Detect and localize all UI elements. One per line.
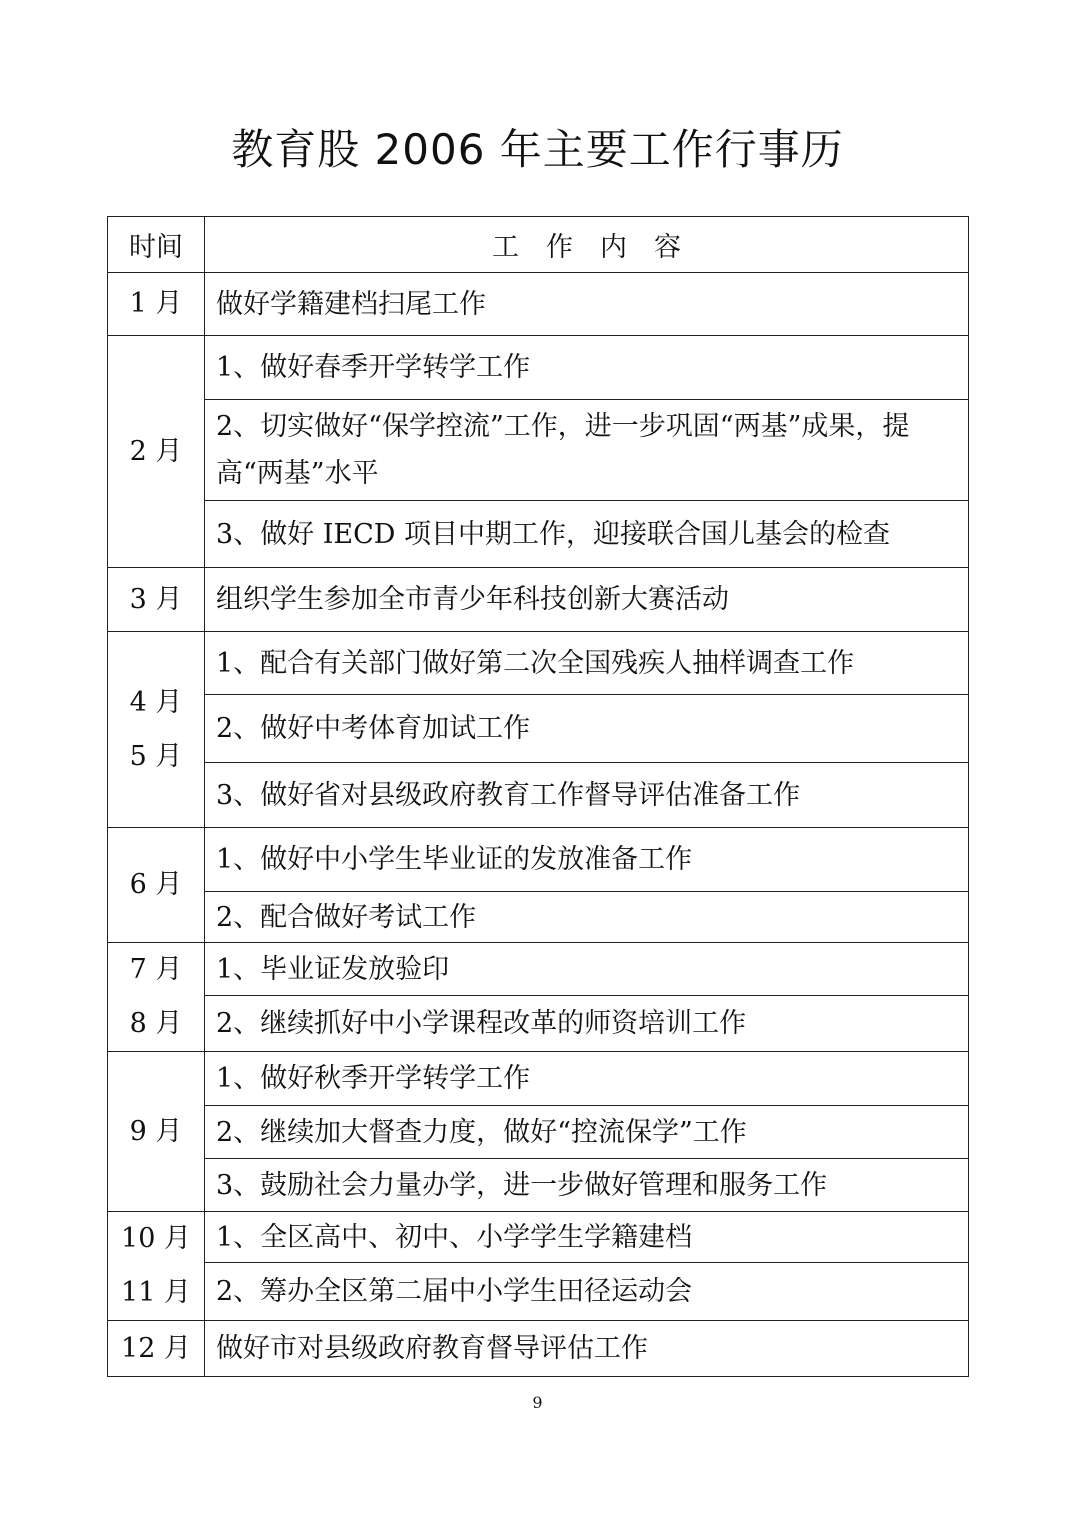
month-cell (108, 568, 205, 632)
task-cell: 1、做好秋季开学转学工作 (205, 1052, 969, 1106)
task-cell: 2、继续加大督查力度，做好“控流保学”工作 (205, 1106, 969, 1159)
task-cell: 1、全区高中、初中、小学学生学籍建档 (205, 1212, 969, 1263)
table-row (108, 568, 969, 632)
task-cell: 做好学籍建档扫尾工作 (205, 273, 969, 336)
task-cell: 2、做好中考体育加试工作 (205, 695, 969, 763)
page-number: 9 (532, 1393, 543, 1412)
task-cell: 组织学生参加全市青少年科技创新大赛活动 (205, 568, 969, 632)
table-row (108, 632, 969, 695)
document-title: 教育股 2006 年主要工作行事历 (231, 125, 844, 174)
table-row (108, 1159, 969, 1212)
month-label: 3 月 (129, 583, 183, 615)
task-cell: 1、配合有关部门做好第二次全国残疾人抽样调查工作 (205, 632, 969, 695)
month-label: 12 月 (121, 1332, 191, 1364)
month-label: 10 月 (121, 1223, 191, 1254)
table-row (108, 695, 969, 763)
table-row (108, 996, 969, 1052)
month-cell (108, 632, 205, 828)
task-cell: 1、做好中小学生毕业证的发放准备工作 (205, 828, 969, 892)
month-label: 9 月 (129, 1115, 183, 1147)
table-row (108, 501, 969, 568)
table-row (108, 1052, 969, 1106)
task-cell: 3、做好 IECD 项目中期工作，迎接联合国儿基会的检查 (205, 501, 969, 568)
month-label: 1 月 (129, 288, 183, 319)
month-cell (108, 1212, 205, 1321)
month-label: 5 月 (129, 740, 183, 772)
table-row (108, 1321, 969, 1377)
month-label: 7 月 (129, 954, 183, 985)
month-cell (108, 273, 205, 336)
table-row (108, 943, 969, 996)
month-label: 2 月 (129, 435, 183, 467)
header-time: 时间 (108, 217, 205, 273)
task-cell: 1、毕业证发放验印 (205, 943, 969, 996)
task-cell: 做好市对县级政府教育督导评估工作 (205, 1321, 969, 1377)
table-row (108, 400, 969, 501)
month-cell (108, 1321, 205, 1377)
task-cell: 1、做好春季开学转学工作 (205, 336, 969, 400)
month-label: 11 月 (121, 1277, 191, 1308)
task-cell: 2、筹办全区第二届中小学生田径运动会 (205, 1263, 969, 1321)
task-cell: 2、继续抓好中小学课程改革的师资培训工作 (205, 996, 969, 1052)
table-row (108, 1263, 969, 1321)
table-row (108, 273, 969, 336)
task-cell: 2、配合做好考试工作 (205, 892, 969, 943)
month-cell (108, 1052, 205, 1212)
month-label: 4 月 (129, 686, 183, 718)
table-row (108, 828, 969, 892)
month-label: 6 月 (129, 869, 183, 900)
month-cell (108, 943, 205, 1052)
table-header-row (108, 217, 969, 273)
schedule-table (107, 216, 969, 1377)
table-row (108, 1106, 969, 1159)
header-content: 工 作 内 容 (205, 217, 969, 273)
table-row (108, 763, 969, 828)
task-cell: 3、做好省对县级政府教育工作督导评估准备工作 (205, 763, 969, 828)
table-row (108, 892, 969, 943)
table-row (108, 1212, 969, 1263)
task-cell: 3、鼓励社会力量办学，进一步做好管理和服务工作 (205, 1159, 969, 1212)
month-cell (108, 828, 205, 943)
month-label: 8 月 (129, 1008, 183, 1039)
task-cell: 2、切实做好“保学控流”工作，进一步巩固“两基”成果，提高“两基”水平 (205, 400, 969, 501)
month-cell (108, 336, 205, 568)
table-row (108, 336, 969, 400)
